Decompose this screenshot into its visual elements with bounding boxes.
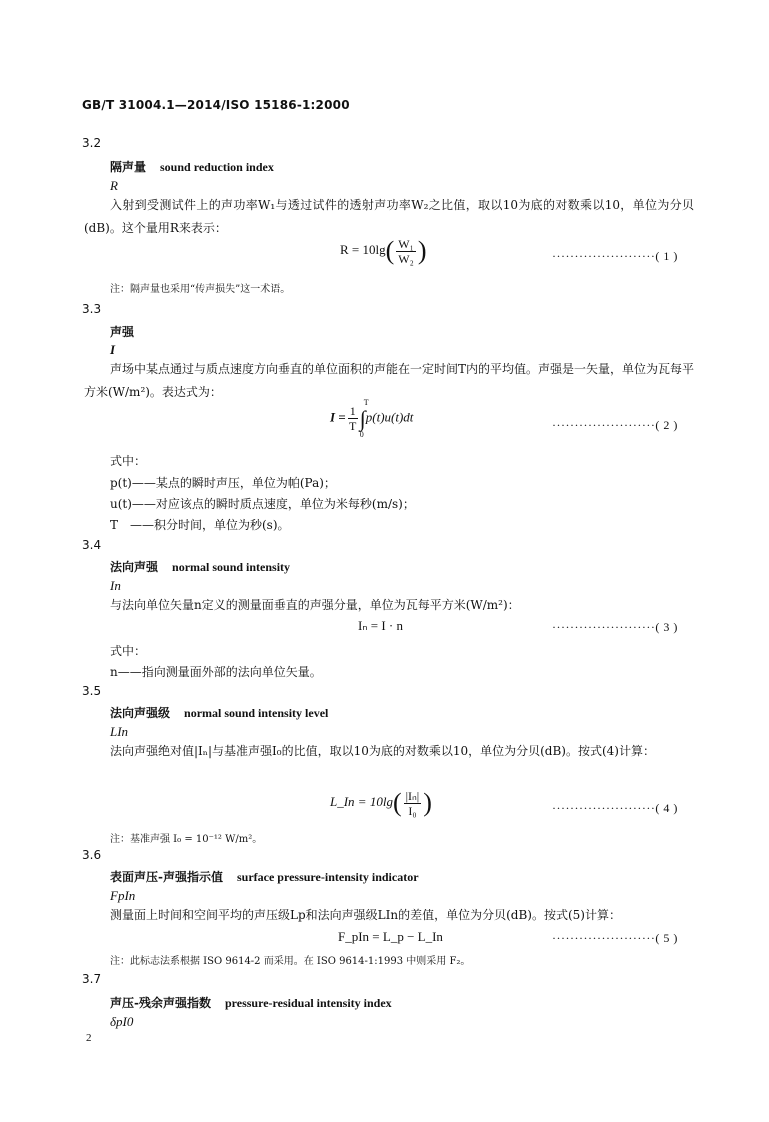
where-label: 式中：	[110, 454, 147, 468]
term-en: normal sound intensity	[172, 560, 291, 574]
equation-number: ·······················( 5 )	[552, 931, 678, 945]
note: 注：基准声强 I₀ = 10⁻¹² W/m²。	[110, 834, 263, 845]
formula-1: R = 10lg( $\frac{\text{W₁}}{\text{W₂}}$ )	[340, 236, 427, 266]
integral-sign: ∫ T 0	[359, 397, 369, 439]
clause-number: 3.6	[82, 848, 102, 862]
lower-limit: 0	[359, 429, 364, 439]
term-zh: 隔声量	[110, 160, 147, 174]
numerator: W₁	[398, 236, 414, 251]
term-en: sound reduction index	[160, 160, 274, 174]
term-en: surface pressure-intensity indicator	[236, 870, 419, 884]
where-label: 式中：	[110, 644, 147, 658]
clause-number: 3.5	[82, 684, 102, 698]
formula-4: L_In = 10lg( $\frac{\text{|Iₙ|}}{\text{I₀}}$ )	[330, 788, 432, 818]
definition-item: n——指向测量面外部的法向单位矢量。	[110, 665, 322, 679]
numerator: 1	[349, 404, 356, 418]
definition-text: 测量面上时间和空间平均的声压级Lp和法向声强级LIn的差值，单位为分贝(dB)。按式(5)计算：	[110, 908, 621, 922]
page-number: 2	[86, 1032, 92, 1044]
formula-lhs: I =	[330, 409, 346, 425]
formula-2	[330, 397, 414, 439]
upper-limit: T	[363, 397, 369, 407]
numerator: |Iₙ|	[405, 788, 420, 803]
term-title	[110, 558, 290, 575]
term-title	[110, 868, 419, 885]
definition-item: T ——积分时间，单位为秒(s)。	[110, 518, 290, 532]
definition-item: u(t)——对应该点的瞬时质点速度，单位为米每秒(m/s)；	[110, 497, 415, 511]
clause-number: 3.7	[82, 972, 102, 986]
term-zh: 表面声压-声强指示值	[110, 870, 223, 884]
clause-number: 3.3	[82, 302, 102, 316]
term-symbol: FpIn	[110, 888, 136, 903]
term-title	[110, 323, 134, 340]
formula-3: Iₙ = I · n	[358, 618, 403, 633]
formula-lhs: R = 10lg	[340, 241, 386, 257]
note: 注：隔声量也采用“传声损失”这一术语。	[110, 284, 291, 295]
fraction	[396, 237, 416, 266]
definition-text: 法向声强绝对值|Iₙ|与基准声强I₀的比值，取以10为底的对数乘以10，单位为分贝(dB)。按式(4)计算：	[110, 744, 655, 758]
integrand: p(t)u(t)dt	[365, 409, 414, 425]
denominator: W₂	[398, 251, 414, 266]
fraction	[348, 404, 358, 433]
term-zh: 法向声强级	[110, 706, 171, 720]
equation-number: ·······················( 2 )	[552, 418, 678, 432]
equation-number: ·······················( 1 )	[552, 249, 678, 263]
definition-text: 与法向单位矢量n定义的测量面垂直的声强分量，单位为瓦每平方米(W/m²)：	[110, 598, 520, 612]
equation-number: ·······················( 4 )	[552, 801, 678, 815]
term-en: pressure-residual intensity index	[224, 996, 392, 1010]
definition-text: 声场中某点通过与质点速度方向垂直的单位面积的声能在一定时间T内的平均值。声强是一矢量，单位为瓦每平方米(W/m²)。表达式为：	[84, 362, 695, 399]
fraction	[404, 789, 422, 818]
term-symbol: LIn	[110, 724, 129, 739]
definition-item: p(t)——某点的瞬时声压，单位为帕(Pa)；	[110, 476, 336, 490]
term-en: normal sound intensity level	[184, 706, 329, 720]
term-symbol: R	[110, 178, 118, 193]
clause-number: 3.4	[82, 538, 102, 552]
term-symbol: In	[110, 578, 121, 593]
term-title	[110, 704, 328, 721]
term-symbol: δpI0	[110, 1014, 134, 1029]
term-zh: 声强	[110, 325, 135, 339]
document-header: GB/T 31004.1—2014/ISO 15186-1:2000	[82, 98, 350, 112]
term-title	[110, 994, 392, 1011]
equation-number: ·······················( 3 )	[552, 620, 678, 634]
denominator: I₀	[408, 803, 417, 818]
definition-text: 入射到受测试件上的声功率W₁与透过试件的透射声功率W₂之比值，取以10为底的对数乘以10，单位为分贝(dB)。这个量用R来表示：	[84, 198, 694, 235]
term-zh: 声压-残余声强指数	[110, 996, 211, 1010]
formula-5: F_pIn = L_p − L_In	[338, 929, 443, 944]
term-zh: 法向声强	[110, 560, 159, 574]
term-title	[110, 158, 274, 175]
term-symbol: I	[110, 342, 116, 357]
denominator: T	[349, 419, 357, 433]
formula-lhs: L_In = 10lg	[330, 793, 393, 809]
clause-number: 3.2	[82, 136, 102, 150]
note: 注：此标志法系根据 ISO 9614-2 而采用。在 ISO 9614-1:1993 中则采用 F₂。	[110, 956, 471, 967]
